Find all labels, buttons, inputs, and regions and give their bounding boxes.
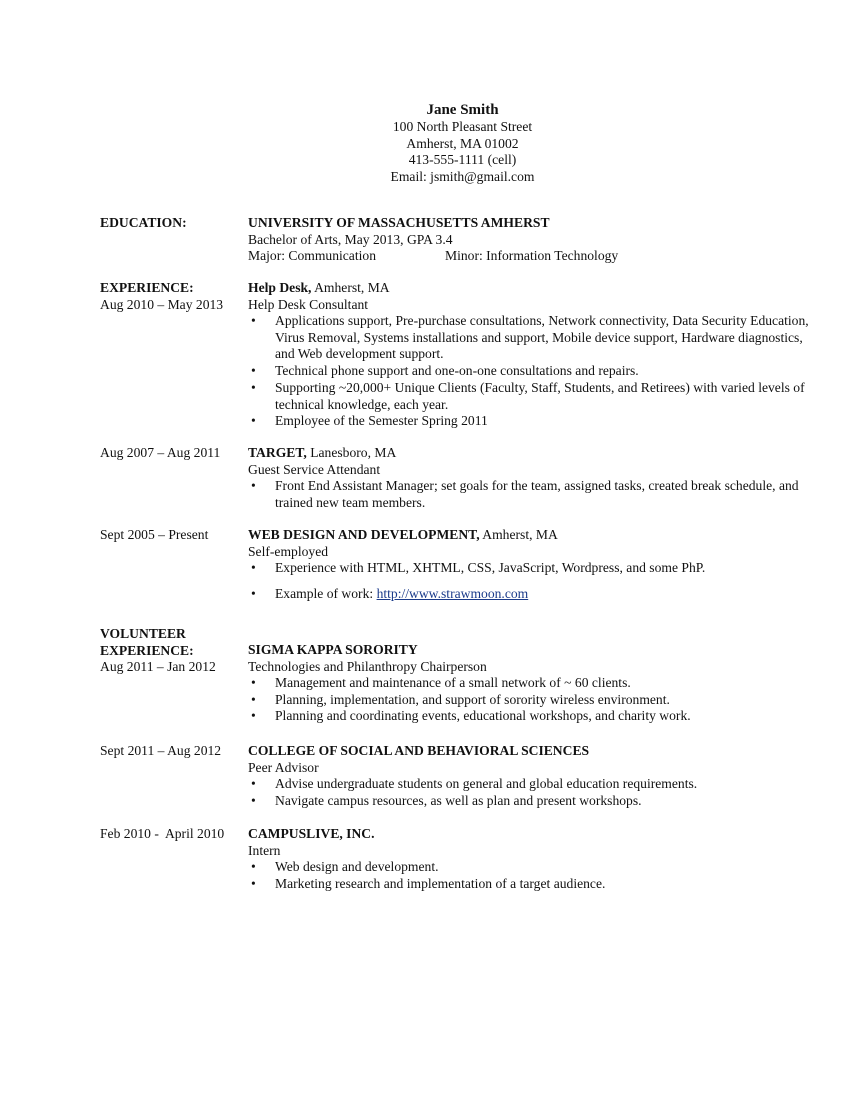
degree: Bachelor of Arts, May 2013, GPA 3.4 — [248, 231, 453, 247]
job-title: Intern — [248, 842, 281, 858]
job-title: Guest Service Attendant — [248, 461, 381, 477]
org: Help Desk, — [248, 280, 312, 295]
address-line-2: Amherst, MA 01002 — [406, 135, 519, 151]
bullet: • Front End Assistant Manager; set goals for the team, assigned tasks, created break schedule, and trained new team members. — [248, 478, 823, 511]
applicant-name: Jane Smith — [426, 102, 499, 118]
dates: Aug 2010 – May 2013 — [100, 296, 224, 312]
location: Lanesboro, MA — [306, 445, 397, 460]
org: CAMPUSLIVE, INC. — [248, 826, 375, 841]
bullet: • Employee of the Semester Spring 2011 — [248, 413, 823, 430]
bullet: • Supporting ~20,000+ Unique Clients (Faculty, Staff, Students, and Retirees) with varied levels of technical knowledge, each year. — [248, 380, 823, 413]
bullet: • Web design and development. — [248, 859, 823, 876]
bullet: • Planning, implementation, and support of sorority wireless environment. — [248, 692, 823, 709]
org: COLLEGE OF SOCIAL AND BEHAVIORAL SCIENCES — [248, 743, 590, 758]
org: WEB DESIGN AND DEVELOPMENT, — [248, 527, 480, 542]
bullet: • Navigate campus resources, as well as plan and present workshops. — [248, 793, 823, 810]
dates: Aug 2011 – Jan 2012 — [100, 659, 216, 674]
dates: Aug 2007 – Aug 2011 — [100, 445, 221, 460]
school: UNIVERSITY OF MASSACHUSETTS AMHERST — [248, 215, 550, 230]
dates: Sept 2005 – Present — [100, 527, 209, 542]
portfolio-link[interactable]: http://www.strawmoon.com — [376, 585, 529, 601]
org: SIGMA KAPPA SORORITY — [248, 642, 418, 657]
location: Amherst, MA — [479, 527, 558, 542]
section-label: EXPERIENCE: — [100, 280, 194, 295]
bullet: • Technical phone support and one-on-one consultations and repairs. — [248, 363, 823, 380]
address-line-1: 100 North Pleasant Street — [392, 119, 533, 134]
bullet: • Experience with HTML, XHTML, CSS, JavaScript, Wordpress, and some PhP. — [248, 560, 823, 577]
bullet: • Advise undergraduate students on general and global education requirements. — [248, 776, 823, 793]
major: Major: Communication — [248, 248, 376, 263]
bullet: • Planning and coordinating events, educational workshops, and charity work. — [248, 708, 823, 725]
phone: 413-555-1111 (cell) — [408, 152, 517, 167]
section-label: VOLUNTEER — [100, 626, 186, 641]
job-title: Peer Advisor — [248, 759, 319, 775]
dates: Sept 2011 – Aug 2012 — [100, 743, 222, 758]
bullet: • Marketing research and implementation of a target audience. — [248, 876, 823, 893]
bullet — [248, 586, 823, 603]
section-label: EDUCATION: — [100, 215, 187, 230]
job-title: Help Desk Consultant — [248, 296, 369, 312]
section-label: EXPERIENCE: — [100, 642, 194, 658]
location: Amherst, MA — [311, 280, 390, 295]
job-title: Self-employed — [248, 543, 329, 559]
bullet: • Management and maintenance of a small network of ~ 60 clients. — [248, 675, 823, 692]
minor: Minor: Information Technology — [445, 248, 619, 263]
job-title: Technologies and Philanthropy Chairperson — [248, 658, 487, 674]
org: TARGET, — [248, 445, 307, 460]
bullet: • Applications support, Pre-purchase consultations, Network connectivity, Data Security Education, Virus Removal, Systems installations and support, Mobile device support, Hardware diagnostics, and Web development support. — [248, 313, 823, 363]
example-label: Example of work: — [275, 585, 377, 601]
dates: Feb 2010 - April 2010 — [100, 826, 225, 841]
email: Email: jsmith@gmail.com — [390, 168, 535, 184]
contact-header — [0, 101, 850, 185]
